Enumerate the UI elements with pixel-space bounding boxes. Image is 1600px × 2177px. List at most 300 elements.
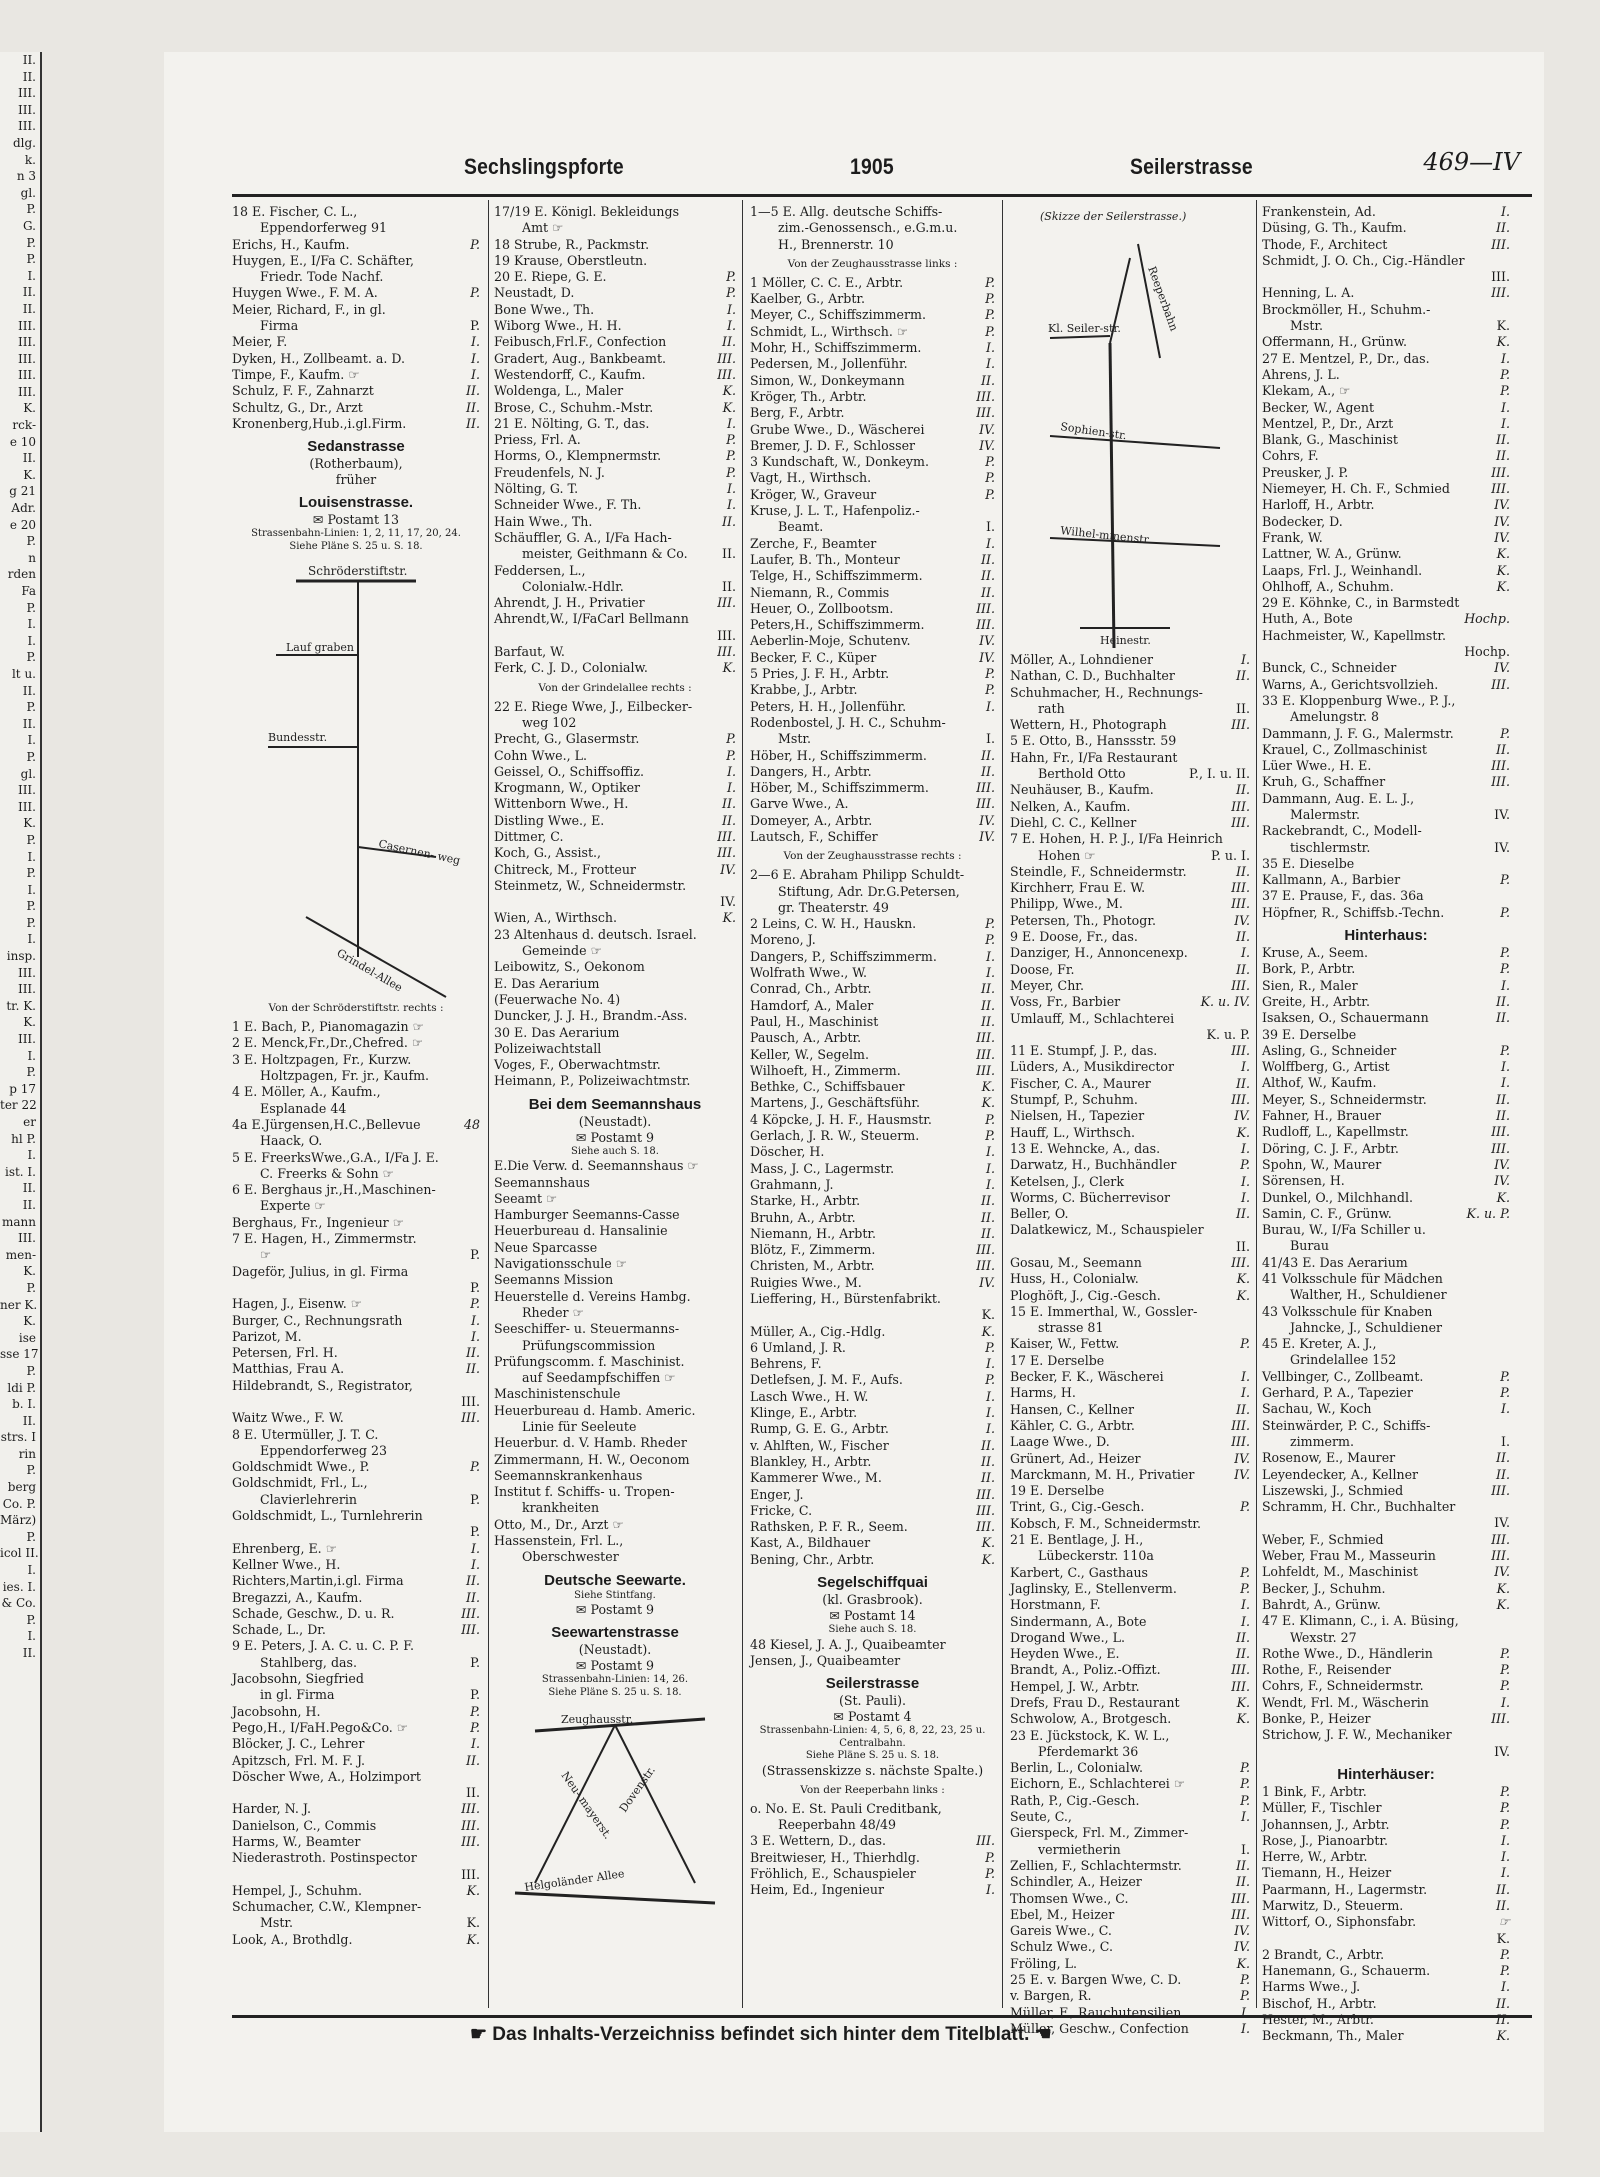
directory-entry (750, 1193, 995, 1209)
entry-text: Laufer, B. Th., Monteur (750, 551, 900, 567)
floor-indicator: I. (1241, 1597, 1250, 1613)
entry-text: Telge, H., Schiffszimmerm. (750, 568, 923, 584)
directory-entry (1010, 962, 1250, 978)
directory-entry (1010, 880, 1250, 896)
entry-text: Mentzel, P., Dr., Arzt (1262, 415, 1394, 431)
previous-page-fragment: ise (18, 1330, 36, 1345)
directory-entry (1262, 204, 1510, 220)
floor-indicator: III. (1491, 1140, 1510, 1156)
entry-text: 4a E.Jürgensen,H.C.,Bellevue (232, 1116, 421, 1132)
entry-text: Strichow, J. F. W., Mechaniker (1262, 1727, 1452, 1743)
floor-indicator (1506, 1027, 1510, 1043)
floor-indicator: II. (981, 551, 995, 567)
entry-text: Heim, Ed., Ingenieur (750, 1882, 884, 1898)
entry-text: Rathsken, P. F. R., Seem. (750, 1519, 908, 1535)
entry-text: krankheiten (522, 1500, 600, 1516)
floor-indicator: K. (1236, 1287, 1250, 1303)
entry-text: Eichorn, E., Schlachterei ☞ (1010, 1776, 1186, 1792)
directory-entry (494, 1008, 736, 1024)
directory-entry (1262, 1662, 1510, 1678)
entry-text: 47 E. Klimann, C., i. A. Büsing, (1262, 1613, 1459, 1629)
entry-text: Sindermann, A., Bote (1010, 1613, 1147, 1629)
directory-entry (494, 1158, 736, 1174)
entry-text: Ohlhoff, A., Schuhm. (1262, 578, 1394, 594)
floor-indicator: P. (726, 432, 736, 448)
directory-entry-continuation (494, 1338, 736, 1354)
directory-entry (1262, 758, 1510, 774)
entry-text: Berthold Otto (1038, 766, 1126, 782)
directory-entry (232, 1850, 480, 1866)
directory-entry (494, 731, 736, 747)
entry-text: Pausch, A., Arbtr. (750, 1030, 862, 1046)
entry-text: Niemann, R., Commis (750, 584, 890, 600)
floor-indicator (1506, 1336, 1510, 1352)
street-section-subtitle: ✉ Postamt 9 (575, 1129, 655, 1145)
entry-text: Fischer, C. A., Maurer (1010, 1075, 1151, 1091)
entry-text: 2—6 E. Abraham Philipp Schuldt- (750, 867, 965, 883)
entry-text: Diehl, C. C., Kellner (1010, 814, 1137, 830)
floor-indicator: II. (1236, 1646, 1250, 1662)
floor-indicator: III. (461, 1410, 480, 1426)
entry-text: Westendorff, C., Kaufm. (494, 366, 646, 382)
entry-text: Look, A., Brothdlg. (232, 1931, 353, 1947)
entry-text: Richters,Martin,i.gl. Firma (232, 1573, 404, 1589)
directory-entry-continuation (1010, 1744, 1250, 1760)
floor-indicator: K. (722, 910, 736, 926)
entry-text: Keller, W., Segelm. (750, 1046, 869, 1062)
directory-entry-continuation (494, 1549, 736, 1565)
floor-indicator: II. (981, 372, 995, 388)
floor-indicator: IV. (1494, 1156, 1510, 1172)
floor-indicator: I. (471, 334, 480, 350)
previous-page-fragment: insp. (6, 949, 36, 964)
directory-entry-continuation (1262, 269, 1510, 285)
directory-entry (1262, 253, 1510, 269)
street-side-label: Von der Schröderstiftstr. rechts : (268, 1002, 444, 1015)
directory-entry (750, 356, 995, 372)
floor-indicator: I. (1501, 415, 1510, 431)
entry-text: Steinwärder, P. C., Schiffs- (1262, 1417, 1431, 1433)
floor-indicator (732, 1354, 736, 1370)
floor-indicator: III. (976, 780, 995, 796)
street-section-subtitle: ✉ Postamt 13 (312, 512, 400, 528)
entry-text: Polizeiwachtstall (494, 1040, 602, 1056)
previous-page-fragment: P. (26, 235, 36, 250)
directory-entry-continuation (232, 1492, 480, 1508)
floor-indicator: P. (470, 1524, 480, 1540)
directory-entry (1262, 595, 1510, 611)
directory-entry (1010, 1728, 1250, 1744)
directory-entry (232, 1296, 480, 1312)
directory-entry (494, 595, 736, 611)
directory-entry (1010, 1304, 1250, 1320)
floor-indicator: IV. (1494, 839, 1510, 855)
entry-text: 1 Bink, F., Arbtr. (1262, 1783, 1367, 1799)
entry-text: Hamdorf, A., Maler (750, 997, 874, 1013)
entry-text: 17/19 E. Königl. Bekleidungs (494, 204, 680, 219)
directory-entry (1262, 693, 1510, 709)
floor-indicator: K. (1236, 1124, 1250, 1140)
column-divider (742, 200, 743, 2008)
map-label-neumayer: Neu- mayerst. (558, 1769, 615, 1842)
directory-entry (494, 1354, 736, 1370)
floor-indicator: III. (717, 828, 736, 844)
floor-indicator: I. (986, 1160, 995, 1176)
directory-entry (1262, 1222, 1510, 1238)
entry-text: Harms, H. (1010, 1385, 1076, 1401)
directory-entry (750, 829, 995, 845)
directory-entry (232, 1475, 480, 1491)
directory-entry (750, 1519, 995, 1535)
directory-entry (750, 324, 995, 340)
directory-entry-continuation (232, 220, 480, 236)
entry-text: Lasch Wwe., H. W. (750, 1388, 869, 1404)
street-section-subtitle: (Rotherbaum), (309, 456, 403, 472)
entry-text: Herre, W., Arbtr. (1262, 1849, 1368, 1865)
floor-indicator: III. (1491, 1124, 1510, 1140)
directory-entry (1010, 1793, 1250, 1809)
floor-indicator: III. (976, 405, 995, 421)
entry-text: Huss, H., Colonialw. (1010, 1271, 1139, 1287)
directory-entry (232, 1834, 480, 1850)
floor-indicator: III. (1231, 1092, 1250, 1108)
floor-indicator (476, 1850, 480, 1866)
street-section-note: Strassenbahn-Linien: 1, 2, 11, 17, 20, 24. (251, 528, 461, 540)
directory-entry-continuation (1262, 1287, 1510, 1303)
directory-entry (494, 1175, 736, 1191)
directory-entry (494, 448, 736, 464)
directory-entry (1010, 1679, 1250, 1695)
directory-entry (232, 1573, 480, 1589)
floor-indicator: III. (1231, 1678, 1250, 1694)
entry-text: Laaps, Frl. J., Weinhandl. (1262, 562, 1423, 578)
directory-entry-continuation (750, 900, 995, 916)
directory-entry (1262, 628, 1510, 644)
entry-text: zim.-Genossensch., e.G.m.u. (778, 220, 958, 236)
directory-entry (494, 1191, 736, 1207)
directory-entry-continuation (1262, 1931, 1510, 1947)
previous-page-fragment: III. (17, 335, 36, 350)
entry-text: Hohen ☞ (1038, 847, 1096, 863)
entry-text: 1—5 E. Allg. deutsche Schiffs- (750, 204, 943, 219)
entry-text: 17 E. Derselbe (1010, 1352, 1105, 1368)
floor-indicator: P. (985, 932, 995, 948)
floor-indicator: K. (1236, 1711, 1250, 1727)
floor-indicator: III. (1491, 464, 1510, 480)
entry-text: 7 E. Hagen, H., Zimmermstr. (232, 1231, 417, 1247)
entry-text: Blötz, F., Zimmerm. (750, 1242, 876, 1258)
entry-text: 23 Altenhaus d. deutsch. Israel. (494, 926, 697, 942)
directory-entry (750, 1291, 995, 1307)
directory-entry (494, 1403, 736, 1419)
entry-text: Goldschmidt, L., Turnlehrerin (232, 1508, 423, 1524)
floor-indicator (1506, 1222, 1510, 1238)
floor-indicator: K. (981, 1079, 995, 1095)
floor-indicator: P. (985, 274, 995, 290)
directory-entry (1262, 416, 1510, 432)
directory-entry (1262, 856, 1510, 872)
directory-entry (1010, 799, 1250, 815)
directory-entry (1262, 1833, 1510, 1849)
directory-entry (1010, 1532, 1250, 1548)
directory-entry-continuation (750, 1817, 995, 1833)
directory-entry (1262, 1092, 1510, 1108)
entry-text: Lüders, A., Musikdirector (1010, 1059, 1174, 1075)
entry-text: Enger, J. (750, 1486, 804, 1502)
directory-entry (1262, 383, 1510, 399)
floor-indicator (1506, 888, 1510, 904)
directory-entry (1262, 1597, 1510, 1613)
street-section-note: Siehe Pläne S. 25 u. S. 18. (289, 540, 423, 552)
entry-text: Danziger, H., Annoncenexp. (1010, 945, 1188, 961)
directory-entry (750, 1833, 995, 1849)
previous-page-fragment: I. (27, 268, 36, 283)
entry-text: Schuhmacher, H., Rechnungs- (1010, 684, 1203, 700)
floor-indicator (476, 1769, 480, 1785)
floor-indicator (1506, 1418, 1510, 1434)
directory-entry (494, 976, 736, 992)
entry-text: o. No. E. St. Pauli Creditbank, (750, 1800, 942, 1816)
directory-entry (1262, 742, 1510, 758)
entry-text: Freudenfels, N. J. (494, 464, 605, 480)
floor-indicator: I. (1241, 1809, 1250, 1825)
floor-indicator: II. (466, 383, 480, 399)
floor-indicator: III. (976, 1030, 995, 1046)
floor-indicator: II. (1496, 220, 1510, 236)
floor-indicator (991, 1801, 995, 1817)
floor-indicator: I. (1501, 1865, 1510, 1881)
entry-text: Seute, C., (1010, 1809, 1072, 1825)
directory-entry (1010, 1581, 1250, 1597)
street-section-note: Siehe Stintfang. (574, 1589, 656, 1601)
directory-entry (750, 617, 995, 633)
directory-entry (232, 1361, 480, 1377)
entry-text: Lüer Wwe., H. E. (1262, 758, 1372, 774)
floor-indicator (732, 530, 736, 546)
previous-page-fragment: P. (26, 866, 36, 881)
floor-indicator (732, 992, 736, 1008)
previous-page-fragment: icol II. (0, 1546, 39, 1561)
entry-text: Müller, F., Rauchutensilien (1010, 2004, 1182, 2020)
directory-entry (1010, 1760, 1250, 1776)
entry-text: Christen, M., Arbtr. (750, 1258, 875, 1274)
floor-indicator: III. (976, 1258, 995, 1274)
map-street-line (306, 917, 446, 997)
floor-indicator: I. (727, 415, 736, 431)
entry-text: Hagen, J., Eisenw. ☞ (232, 1296, 363, 1312)
directory-entry (232, 1736, 480, 1752)
directory-entry (1010, 1157, 1250, 1173)
entry-text: Kellner Wwe., H. (232, 1556, 341, 1572)
directory-entry (1262, 1996, 1510, 2012)
street-section-subtitle: (Neustadt). (578, 1113, 652, 1129)
floor-indicator: I. (986, 965, 995, 981)
entry-text: 2 E. Menck,Fr.,Dr.,Chefred. ☞ (232, 1035, 424, 1051)
floor-indicator: P. (985, 323, 995, 339)
previous-page-fragment: I. (27, 1563, 36, 1578)
floor-indicator: III. (1491, 1711, 1510, 1727)
map-label-grindel: Grindel-Allee (334, 946, 405, 995)
floor-indicator (732, 611, 736, 627)
floor-indicator: P. (1500, 1678, 1510, 1694)
previous-page-fragment: n 3 (16, 169, 36, 184)
street-section-heading: Sedanstrasse (307, 438, 405, 456)
entry-text: Grünert, Ad., Heizer (1010, 1450, 1141, 1466)
floor-indicator: P. (470, 1654, 480, 1670)
floor-indicator: P. (470, 236, 480, 252)
directory-entry (750, 813, 995, 829)
previous-page-fragment: K. (23, 467, 36, 482)
entry-text: Meyer, S., Schneidermstr. (1262, 1091, 1427, 1107)
entry-text: Dangers, P., Schiffszimmerm. (750, 948, 937, 964)
previous-page-fragment: I. (27, 849, 36, 864)
previous-page-fragment: II. (22, 1181, 36, 1196)
entry-text: Barfaut, W. (494, 644, 565, 660)
directory-entry (232, 1638, 480, 1654)
directory-entry (494, 1256, 736, 1272)
previous-page-fragment: III. (17, 86, 36, 101)
directory-entry (750, 650, 995, 666)
directory-entry-continuation (1262, 840, 1510, 856)
directory-entry (1010, 1988, 1250, 2004)
entry-text: Martens, J., Geschäftsführ. (750, 1095, 920, 1111)
entry-text: Heuer, O., Zollbootsm. (750, 600, 894, 616)
entry-text: Heimann, P., Polizeiwachtmstr. (494, 1073, 691, 1089)
directory-entry (750, 666, 995, 682)
floor-indicator: IV. (1494, 529, 1510, 545)
floor-indicator: P. (985, 1339, 995, 1355)
directory-entry (1262, 1800, 1510, 1816)
entry-text: Lautsch, F., Schiffer (750, 828, 878, 844)
directory-column-5 (1262, 204, 1510, 2044)
floor-indicator (1506, 1727, 1510, 1743)
directory-entry (1010, 1614, 1250, 1630)
directory-entry (1262, 1336, 1510, 1352)
entry-text: Spohn, W., Maurer (1262, 1156, 1382, 1172)
street-section-note: Siehe Pläne S. 25 u. S. 18. (548, 1686, 682, 1698)
entry-text: Kobsch, F. M., Schneidermstr. (1010, 1515, 1202, 1531)
entry-text: Möller, A., Lohndiener (1010, 652, 1154, 667)
entry-text: 48 Kiesel, J. A. J., Quaibeamter (750, 1636, 946, 1652)
floor-indicator: IV. (1234, 1108, 1250, 1124)
entry-text: Danielson, C., Commis (232, 1817, 377, 1833)
entry-text: 29 E. Köhnke, C., in Barmstedt (1262, 595, 1460, 611)
floor-indicator: IV. (979, 828, 995, 844)
directory-entry (1262, 1206, 1510, 1222)
entry-text: Stiftung, Adr. Dr.G.Petersen, (778, 883, 960, 899)
directory-entry (494, 1517, 736, 1533)
previous-page-fragment: P. (26, 1463, 36, 1478)
floor-indicator: P. (470, 1279, 480, 1295)
previous-page-fragment: p 17 (9, 1081, 36, 1096)
directory-entry (494, 813, 736, 829)
directory-entry (1010, 1565, 1250, 1581)
directory-entry-continuation (494, 943, 736, 959)
floor-indicator: III. (976, 1833, 995, 1849)
floor-indicator: P., I. u. II. (1189, 766, 1250, 782)
directory-entry (1010, 1499, 1250, 1515)
floor-indicator (732, 1468, 736, 1484)
entry-text: Niemeyer, H. Ch. F., Schmied (1262, 481, 1450, 497)
entry-text: Malermstr. (1290, 806, 1361, 822)
directory-entry (1262, 994, 1510, 1010)
floor-indicator (732, 1289, 736, 1305)
floor-indicator (732, 1321, 736, 1337)
directory-entry (1010, 1451, 1250, 1467)
entry-text: Meier, F. (232, 334, 288, 350)
entry-text: Geissel, O., Schiffsoffiz. (494, 763, 644, 779)
directory-entry (494, 285, 736, 301)
directory-entry (750, 438, 995, 454)
directory-entry (750, 1372, 995, 1388)
floor-indicator: III. (1491, 1531, 1510, 1547)
directory-entry (1262, 961, 1510, 977)
previous-page-fragment: I. (27, 932, 36, 947)
entry-text: Heuerbureau d. Hamb. Americ. (494, 1402, 696, 1418)
entry-text: Kröger, W., Graveur (750, 486, 877, 502)
entry-text: Jaglinsky, E., Stellenverm. (1010, 1580, 1177, 1596)
directory-entry (494, 1272, 736, 1288)
directory-entry (1262, 872, 1510, 888)
entry-text: Marckmann, M. H., Privatier (1010, 1466, 1195, 1482)
directory-entry-continuation (1262, 807, 1510, 823)
directory-entry (1262, 1369, 1510, 1385)
directory-entry (1010, 1190, 1250, 1206)
previous-page-fragment: III. (17, 783, 36, 798)
directory-entry (1262, 220, 1510, 236)
directory-entry (1010, 864, 1250, 880)
entry-text: Kröger, Th., Arbtr. (750, 388, 867, 404)
entry-text: Kruse, J. L. T., Hafenpoliz.- (750, 503, 920, 519)
previous-page-fragment: II. (22, 53, 36, 67)
floor-indicator: P. (1500, 904, 1510, 920)
floor-indicator: IV. (1234, 912, 1250, 928)
floor-indicator: P. (470, 285, 480, 301)
map-label-bundes: Bundesstr. (268, 731, 328, 745)
floor-indicator: II. (981, 997, 995, 1013)
directory-entry (1010, 896, 1250, 912)
floor-indicator (476, 1427, 480, 1443)
directory-entry (1010, 1108, 1250, 1124)
directory-entry (1262, 1564, 1510, 1580)
directory-entry (750, 1801, 995, 1817)
directory-entry (1262, 1418, 1510, 1434)
directory-entry (494, 910, 736, 926)
directory-entry (1010, 1923, 1250, 1939)
directory-entry (1010, 1516, 1250, 1532)
entry-text: Warns, A., Gerichtsvollzieh. (1262, 676, 1439, 692)
entry-text: Wittenborn Wwe., H. (494, 796, 629, 812)
floor-indicator: I. (1501, 1979, 1510, 1995)
floor-indicator: III. (976, 388, 995, 404)
entry-text: Meyer, C., Schiffszimmerm. (750, 307, 926, 323)
directory-entry-continuation (232, 1867, 480, 1883)
floor-indicator (991, 1653, 995, 1669)
directory-entry (1262, 481, 1510, 497)
floor-indicator: III. (1231, 1434, 1250, 1450)
entry-text: Jacobsohn, Siegfried (232, 1671, 364, 1687)
entry-text: 9 E. Doose, Fr., das. (1010, 929, 1138, 945)
entry-text: Horstmann, F. (1010, 1597, 1101, 1613)
directory-entry (494, 400, 736, 416)
entry-text: Gemeinde ☞ (522, 943, 602, 959)
floor-indicator (732, 1517, 736, 1533)
entry-text: Otto, M., Dr., Arzt ☞ (494, 1516, 624, 1532)
floor-indicator: III. (1491, 236, 1510, 252)
directory-entry-continuation (1262, 318, 1510, 334)
floor-indicator: II. (981, 1437, 995, 1453)
street-section-note: Siehe auch S. 18. (571, 1145, 659, 1157)
